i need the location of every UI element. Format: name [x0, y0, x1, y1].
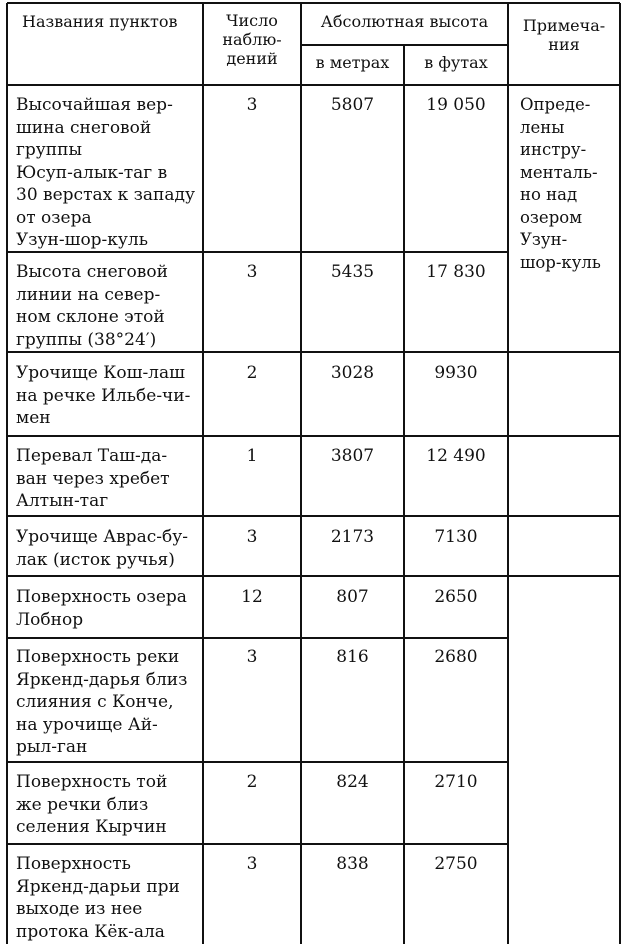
row-4-name: Перевал Таш-да- ван через хребет Алтын-таг [16, 446, 170, 511]
header-feet: в футах [424, 53, 488, 72]
row-7-meters: 816 [336, 647, 369, 667]
row-7-name: Поверхность реки Яркенд-дарья близ слияния с Конче, на урочище Ай- рыл-ган [16, 647, 188, 757]
row-3-observations: 2 [246, 363, 258, 383]
row-1-feet: 19 050 [426, 95, 486, 115]
row-2-feet: 17 830 [426, 262, 486, 282]
row-6-feet: 2650 [434, 587, 478, 607]
row-2-observations: 3 [246, 262, 258, 282]
row-8-meters: 824 [336, 772, 369, 792]
row-9-observations: 3 [246, 854, 258, 874]
row-2-meters: 5435 [330, 262, 375, 282]
row-1-meters: 5807 [330, 95, 375, 115]
row-1-observations: 3 [246, 95, 258, 115]
row-6-observations: 12 [241, 587, 263, 607]
row-7-feet: 2680 [434, 647, 478, 667]
row-2-name: Высота снеговой линии на север- ном склоне этой группы (38°24′) [16, 262, 168, 350]
header-absolute-height: Абсолютная высота [320, 12, 489, 31]
row-6-name: Поверхность озера Лобнор [16, 587, 187, 630]
row-8-observations: 2 [246, 772, 258, 792]
header-name: Названия пунктов [22, 12, 178, 31]
row-5-name: Урочище Аврас-бу- лак (исток ручья) [16, 527, 188, 570]
row-9-feet: 2750 [434, 854, 478, 874]
row-5-meters: 2173 [330, 527, 375, 547]
row-8-feet: 2710 [434, 772, 478, 792]
row-5-observations: 3 [246, 527, 258, 547]
header-meters: в метрах [315, 53, 390, 72]
row-1-note: Опреде- лены инстру- менталь- но над озером Узун- шор-куль [520, 95, 601, 272]
row-1-name: Высочайшая вер- шина снеговой группы Юсуп-алык-таг в 30 верстах к западу от озера Узун-шор-куль [16, 95, 195, 250]
row-3-feet: 9930 [434, 363, 478, 383]
row-6-meters: 807 [336, 587, 369, 607]
row-7-observations: 3 [246, 647, 258, 667]
row-4-meters: 3807 [330, 446, 375, 466]
row-4-observations: 1 [246, 446, 258, 466]
row-4-feet: 12 490 [426, 446, 486, 466]
row-8-name: Поверхность той же речки близ селения Кырчин [16, 772, 168, 837]
header-notes: Примеча- ния [522, 16, 606, 54]
row-9-meters: 838 [336, 854, 369, 874]
row-3-meters: 3028 [330, 363, 375, 383]
header-observations: Число наблю- дений [222, 11, 282, 68]
row-5-feet: 7130 [434, 527, 478, 547]
row-9-name: Поверхность Яркенд-дарьи при выходе из нее протока Кёк-ала [16, 854, 180, 942]
row-3-name: Урочище Кош-лаш на речке Ильбе-чи- мен [16, 363, 191, 428]
